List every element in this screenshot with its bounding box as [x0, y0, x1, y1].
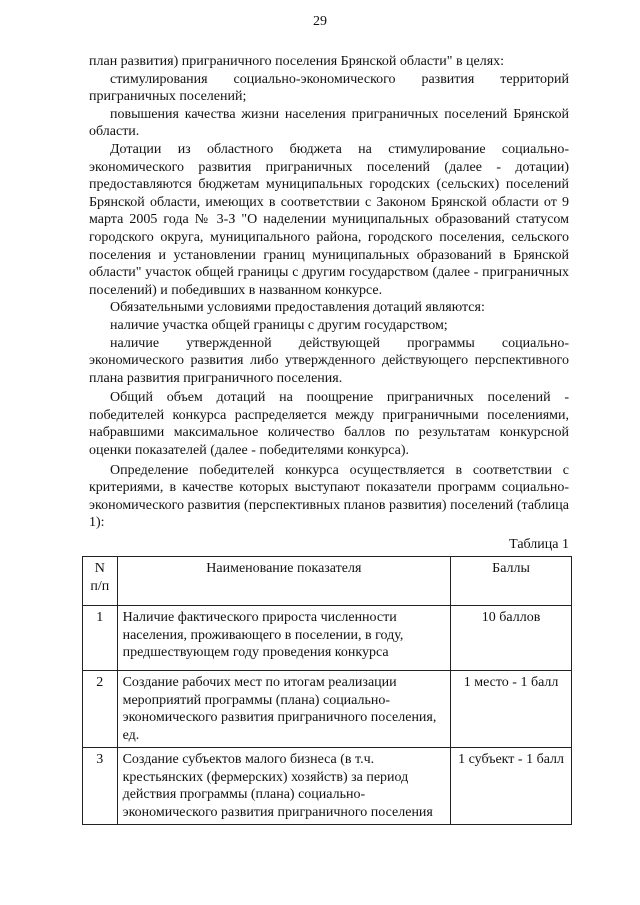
row-indicator-name: Наличие фактического прироста численности населения, проживающего в поселении, в году, предшествующем году проведения конкурса: [117, 606, 451, 671]
row-indicator-name: Создание субъектов малого бизнеса (в т.ч. крестьянских (фермерских) хозяйств) за период действия программы (плана) социально-экономического развития приграничного поселения: [117, 748, 451, 825]
header-indicator-name: Наименование показателя: [117, 557, 451, 606]
paragraph-goals-intro: план развития) приграничного поселения Брянской области" в целях:: [89, 54, 505, 69]
criteria-table: [82, 556, 572, 825]
row-number: 3: [83, 748, 118, 825]
row-indicator-name: Создание рабочих мест по итогам реализации мероприятий программы (плана) социально-экономического развития приграничного поселения, ед.: [117, 671, 451, 748]
row-points: 10 баллов: [451, 606, 572, 671]
paragraph-condition-program: наличие утвержденной действующей программы социально-экономического развития либо утвержденного действующего перспективного плана развития приграничного поселения.: [89, 335, 569, 386]
body-text: [89, 53, 569, 532]
table-row: [83, 606, 572, 671]
table-caption: Таблица 1: [509, 537, 569, 552]
row-number: 1: [83, 606, 118, 671]
header-number: N п/п: [83, 557, 118, 606]
table-header-row: [83, 557, 572, 606]
paragraph-conditions-intro: Обязательными условиями предоставления дотаций являются:: [110, 300, 485, 316]
row-points: 1 субъект - 1 балл: [451, 748, 572, 825]
paragraph-condition-border: наличие участка общей границы с другим государством;: [110, 317, 448, 333]
row-number: 2: [83, 671, 118, 748]
table-row: [83, 748, 572, 825]
row-points: 1 место - 1 балл: [451, 671, 572, 748]
paragraph-goal-development: стимулирования социально-экономического развития территорий приграничных поселений;: [89, 71, 569, 105]
paragraph-winners-criteria: Определение победителей конкурса осуществляется в соответствии с критериями, в качестве которых выступают показатели программ социально-экономического развития (перспективных планов развития) поселений (таблица 1):: [89, 462, 569, 531]
page-number: 29: [313, 14, 327, 29]
header-points: Баллы: [451, 557, 572, 606]
paragraph-subsidy-volume: Общий объем дотаций на поощрение приграничных поселений - победителей конкурса распределяется между приграничными поселениями, набравшими максимальное количество баллов по результатам конкурсной оценки показателей (далее - победителями конкурса).: [89, 390, 569, 459]
paragraph-goal-living-quality: повышения качества жизни населения приграничных поселений Брянской области.: [89, 106, 569, 140]
paragraph-subsidies: Дотации из областного бюджета на стимулирование социально-экономического развития приграничных поселений (далее - дотации) предоставляются бюджетам муниципальных городских (сельских) поселений Брянской области, имеющих в соответствии с Законом Брянской области от 9 марта 2005 года № 3-З "О наделении муниципальных образований статусом городского округа, муниципального района, городского поселения, сельского поселения и установлении границ муниципальных образований в Брянской области" участок общей границы с другим государством (далее - приграничных поселений) и победивших в названном конкурсе.: [89, 141, 569, 298]
table-row: [83, 671, 572, 748]
